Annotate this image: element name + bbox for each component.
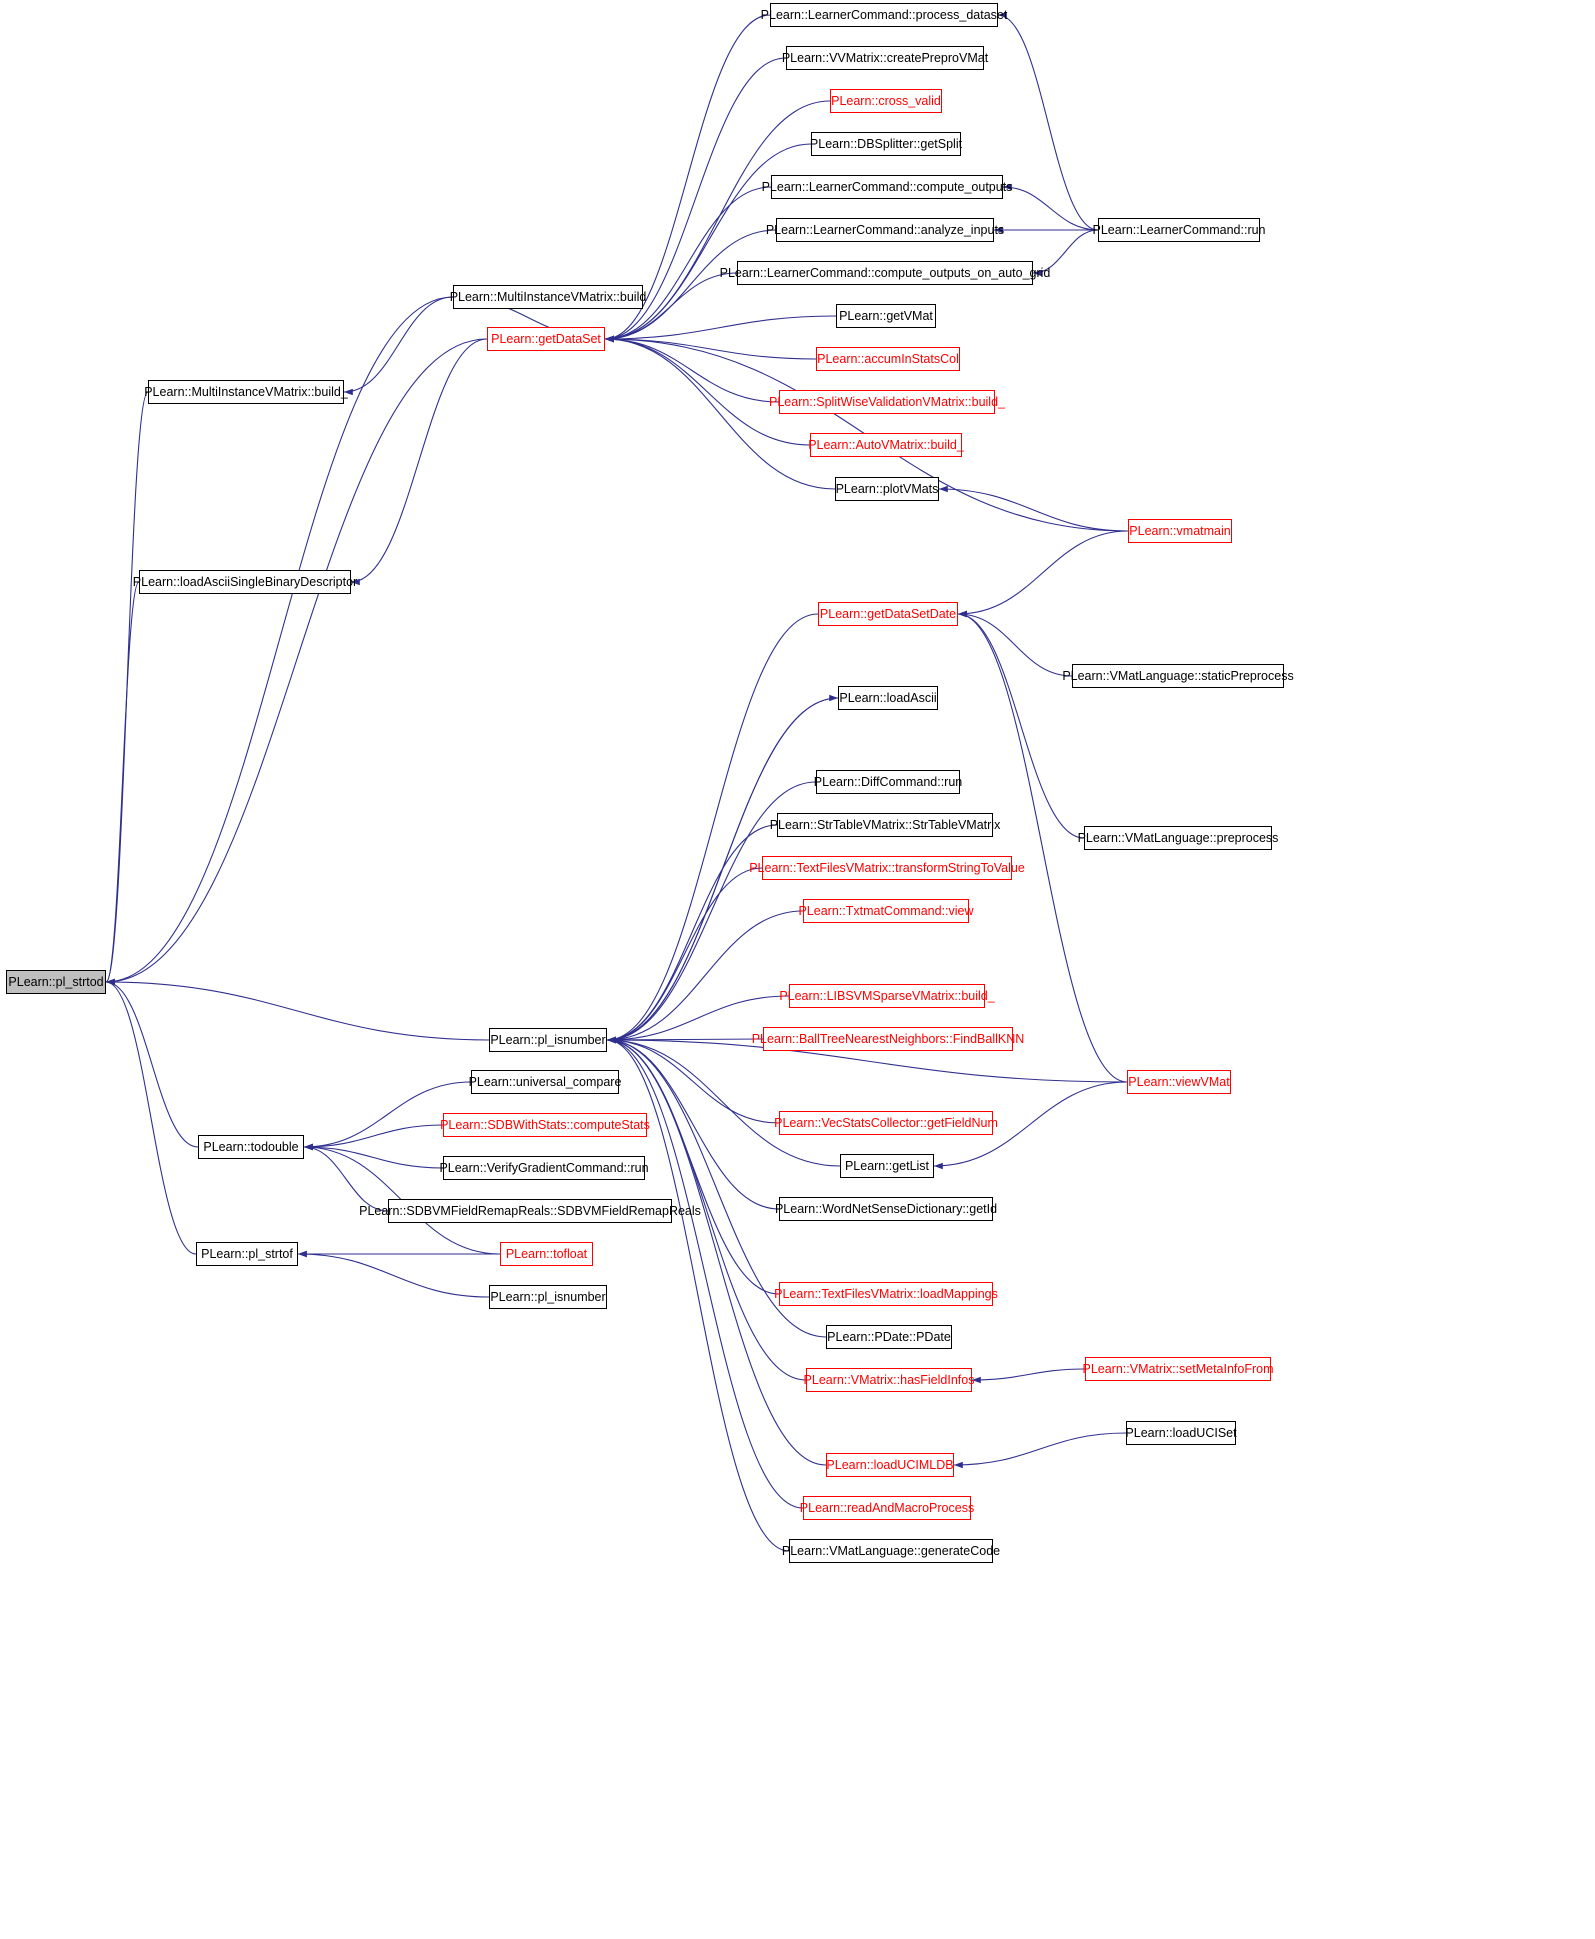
- graph-node[interactable]: PLearn::plotVMats: [835, 477, 939, 501]
- graph-node[interactable]: PLearn::LearnerCommand::run: [1098, 218, 1260, 242]
- graph-node[interactable]: PLearn::loadAsciiSingleBinaryDescriptor: [139, 570, 351, 594]
- graph-node[interactable]: PLearn::SplitWiseValidationVMatrix::build_: [779, 390, 995, 414]
- graph-node[interactable]: PLearn::loadAscii: [838, 686, 938, 710]
- graph-node[interactable]: PLearn::TextFilesVMatrix::loadMappings: [779, 1282, 993, 1306]
- graph-edge: [607, 1040, 779, 1123]
- graph-node[interactable]: PLearn::VVMatrix::createPreproVMat: [786, 46, 984, 70]
- graph-edge: [298, 1254, 489, 1297]
- graph-node[interactable]: PLearn::BallTreeNearestNeighbors::FindBallKNN: [763, 1027, 1013, 1051]
- graph-node[interactable]: PLearn::AutoVMatrix::build_: [810, 433, 962, 457]
- graph-node[interactable]: PLearn::PDate::PDate: [826, 1325, 952, 1349]
- graph-node[interactable]: PLearn::tofloat: [500, 1242, 593, 1266]
- graph-node[interactable]: PLearn::vmatmain: [1128, 519, 1232, 543]
- graph-edge: [106, 982, 196, 1254]
- graph-node[interactable]: PLearn::loadUCIMLDB: [826, 1453, 954, 1477]
- graph-node[interactable]: PLearn::readAndMacroProcess: [803, 1496, 971, 1520]
- graph-node[interactable]: PLearn::pl_isnumber: [489, 1285, 607, 1309]
- graph-node[interactable]: PLearn::viewVMat: [1127, 1070, 1231, 1094]
- graph-node[interactable]: PLearn::getList: [840, 1154, 934, 1178]
- graph-node[interactable]: PLearn::WordNetSenseDictionary::getId: [779, 1197, 993, 1221]
- graph-node[interactable]: PLearn::DiffCommand::run: [816, 770, 960, 794]
- graph-node[interactable]: PLearn::LIBSVMSparseVMatrix::build_: [789, 984, 985, 1008]
- graph-edge: [106, 982, 489, 1040]
- graph-node[interactable]: PLearn::LearnerCommand::compute_outputs_on_auto_grid: [737, 261, 1033, 285]
- graph-node[interactable]: PLearn::VMatrix::setMetaInfoFrom: [1085, 1357, 1271, 1381]
- graph-node[interactable]: PLearn::VMatLanguage::generateCode: [789, 1539, 993, 1563]
- graph-node[interactable]: PLearn::pl_strtod: [6, 970, 106, 994]
- graph-edge: [607, 1040, 826, 1465]
- graph-edge: [607, 825, 777, 1040]
- graph-edge: [605, 339, 835, 489]
- graph-edge: [106, 582, 139, 982]
- graph-node[interactable]: PLearn::SDBWithStats::computeStats: [443, 1113, 647, 1137]
- graph-node[interactable]: PLearn::VMatLanguage::staticPreprocess: [1072, 664, 1284, 688]
- graph-node[interactable]: PLearn::LearnerCommand::analyze_inputs: [776, 218, 994, 242]
- graph-node[interactable]: PLearn::LearnerCommand::process_dataset: [770, 3, 998, 27]
- graph-node[interactable]: PLearn::StrTableVMatrix::StrTableVMatrix: [777, 813, 993, 837]
- graph-node[interactable]: PLearn::universal_compare: [471, 1070, 619, 1094]
- graph-node[interactable]: PLearn::pl_isnumber: [489, 1028, 607, 1052]
- graph-edge: [954, 1433, 1126, 1465]
- graph-edge: [304, 1125, 443, 1147]
- graph-node[interactable]: PLearn::TxtmatCommand::view: [803, 899, 969, 923]
- graph-edge: [351, 339, 487, 582]
- graph-node[interactable]: PLearn::loadUCISet: [1126, 1421, 1236, 1445]
- graph-node[interactable]: PLearn::TextFilesVMatrix::transformStringToValue: [762, 856, 1012, 880]
- graph-node[interactable]: PLearn::MultiInstanceVMatrix::build_: [148, 380, 344, 404]
- graph-node[interactable]: PLearn::VerifyGradientCommand::run: [443, 1156, 645, 1180]
- graph-edge: [607, 911, 803, 1040]
- graph-edge: [607, 868, 762, 1040]
- graph-node[interactable]: PLearn::getVMat: [836, 304, 936, 328]
- graph-edge: [1003, 187, 1098, 230]
- graph-node[interactable]: PLearn::VMatrix::hasFieldInfos: [806, 1368, 972, 1392]
- graph-edge: [958, 614, 1084, 838]
- graph-node[interactable]: PLearn::SDBVMFieldRemapReals::SDBVMFieldRemapReals: [388, 1199, 672, 1223]
- graph-node[interactable]: PLearn::todouble: [198, 1135, 304, 1159]
- graph-edge: [106, 339, 487, 982]
- graph-edge: [958, 531, 1128, 614]
- graph-node[interactable]: PLearn::VecStatsCollector::getFieldNum: [779, 1111, 993, 1135]
- graph-node[interactable]: PLearn::getDataSetDate: [818, 602, 958, 626]
- graph-edge: [304, 1147, 443, 1168]
- graph-node[interactable]: PLearn::getDataSet: [487, 327, 605, 351]
- graph-node[interactable]: PLearn::pl_strtof: [196, 1242, 298, 1266]
- graph-node[interactable]: PLearn::accumInStatsCol: [816, 347, 960, 371]
- graph-edge: [344, 297, 453, 392]
- graph-node[interactable]: PLearn::DBSplitter::getSplit: [811, 132, 961, 156]
- graph-node[interactable]: PLearn::LearnerCommand::compute_outputs: [771, 175, 1003, 199]
- graph-edge: [605, 339, 816, 359]
- graph-node[interactable]: PLearn::cross_valid: [830, 89, 942, 113]
- graph-edge: [607, 1040, 803, 1508]
- graph-edge: [972, 1369, 1085, 1380]
- graph-node[interactable]: PLearn::MultiInstanceVMatrix::build: [453, 285, 643, 309]
- graph-node[interactable]: PLearn::VMatLanguage::preprocess: [1084, 826, 1272, 850]
- graph-edge: [998, 15, 1098, 230]
